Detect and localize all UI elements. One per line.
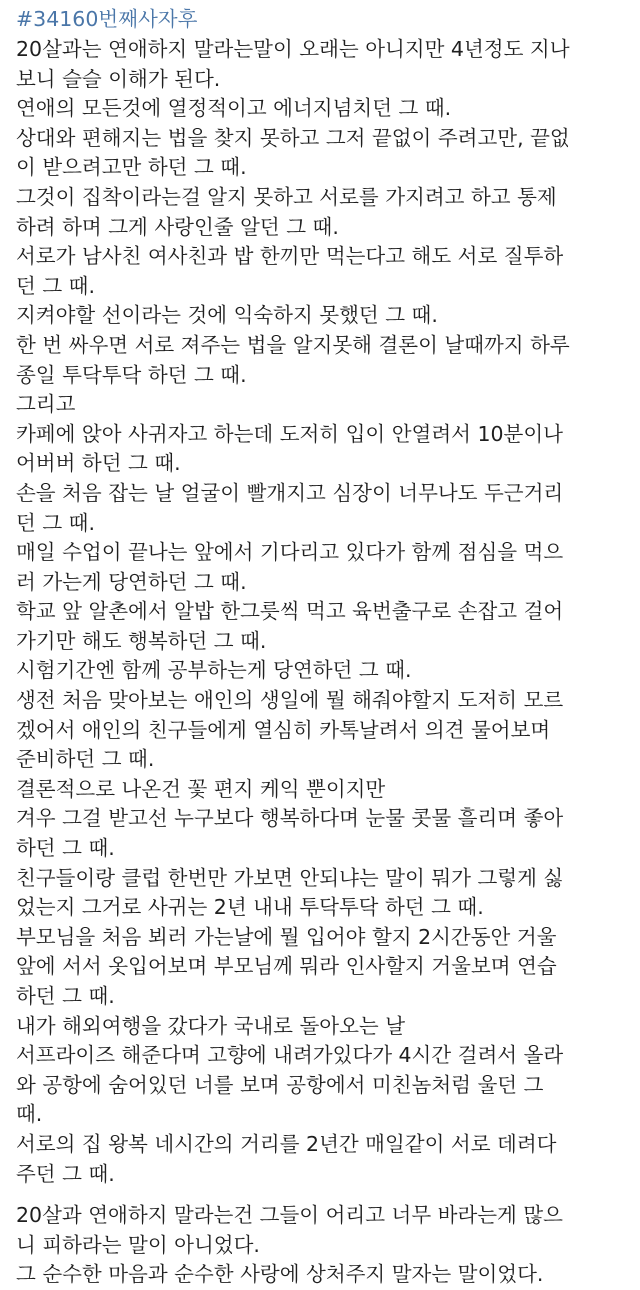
- text-line: 그리고: [16, 392, 76, 417]
- post-conclusion: [16, 1201, 632, 1290]
- text-line: 친구들이랑 클럽 한번만 가보면 안되냐는 말이 뭐가 그렇게 싫: [16, 865, 564, 890]
- text-line: 서로의 집 왕복 네시간의 거리를 2년간 매일같이 서로 데려다: [16, 1131, 557, 1156]
- text-line: 그것이 집착이라는걸 알지 못하고 서로를 가지려고 하고 통제: [16, 184, 557, 209]
- text-line: 앞에 서서 옷입어보며 부모님께 뭐라 인사할지 거울보며 연습: [16, 954, 557, 979]
- text-line: 겨우 그걸 받고선 누구보다 행복하다며 눈물 콧물 흘리며 좋아: [16, 806, 564, 831]
- text-line: 었는지 그거로 사귀는 2년 내내 투닥투닥 하던 그 때.: [16, 895, 484, 920]
- text-line: 종일 투닥투닥 하던 그 때.: [16, 362, 247, 387]
- text-line: 매일 수업이 끝나는 앞에서 기다리고 있다가 함께 점심을 먹으: [16, 540, 564, 565]
- text-line: 주던 그 때.: [16, 1161, 115, 1186]
- text-line: 그 순수한 마음과 순수한 사랑에 상처주지 말자는 말이었다.: [16, 1262, 544, 1287]
- text-line: 때.: [16, 1102, 43, 1127]
- text-line: 준비하던 그 때.: [16, 747, 155, 772]
- text-line: 한 번 싸우면 서로 져주는 법을 알지못해 결론이 날때까지 하루: [16, 332, 570, 357]
- text-line: 손을 처음 잡는 날 얼굴이 빨개지고 심장이 너무나도 두근거리: [16, 480, 564, 505]
- text-line: 보니 슬슬 이해가 된다.: [16, 66, 221, 91]
- paragraph-gap: [16, 1189, 632, 1201]
- text-line: 어버버 하던 그 때.: [16, 451, 181, 476]
- text-line: 와 공항에 숨어있던 너를 보며 공항에서 미친놈처럼 울던 그: [16, 1072, 544, 1097]
- text-line: 학교 앞 알촌에서 알밥 한그릇씩 먹고 육번출구로 손잡고 걸어: [16, 599, 564, 624]
- text-line: 서프라이즈 해준다며 고향에 내려가있다가 4시간 걸려서 올라: [16, 1043, 564, 1068]
- hashtag-link[interactable]: #34160번째사자후: [16, 7, 198, 31]
- text-line: 하려 하며 그게 사랑인줄 알던 그 때.: [16, 214, 339, 239]
- text-line: 서로가 남사친 여사친과 밥 한끼만 먹는다고 해도 서로 질투하: [16, 244, 564, 269]
- text-line: 러 가는게 당연하던 그 때.: [16, 569, 247, 594]
- text-line: 지켜야할 선이라는 것에 익숙하지 못했던 그 때.: [16, 303, 438, 328]
- text-line: 부모님을 처음 뵈러 가는날에 뭘 입어야 할지 2시간동안 거울: [16, 924, 557, 949]
- text-line: 20살과 연애하지 말라는건 그들이 어리고 너무 바라는게 많으: [16, 1203, 563, 1228]
- text-line: 이 받으려고만 하던 그 때.: [16, 155, 247, 180]
- post-content: [16, 6, 632, 1290]
- post-body: [16, 35, 632, 1189]
- text-line: 연애의 모든것에 열정적이고 에너지넘치던 그 때.: [16, 96, 452, 121]
- text-line: 결론적으로 나온건 꽃 편지 케익 뿐이지만: [16, 776, 386, 801]
- text-line: 겠어서 애인의 친구들에게 열심히 카톡날려서 의견 물어보며: [16, 717, 551, 742]
- text-line: 가기만 해도 행복하던 그 때.: [16, 628, 267, 653]
- text-line: 내가 해외여행을 갔다가 국내로 돌아오는 날: [16, 1013, 406, 1038]
- text-line: 생전 처음 맞아보는 애인의 생일에 뭘 해줘야할지 도저히 모르: [16, 688, 564, 713]
- text-line: 던 그 때.: [16, 273, 95, 298]
- text-line: 하던 그 때.: [16, 836, 115, 861]
- text-line: 시험기간엔 함께 공부하는게 당연하던 그 때.: [16, 658, 412, 683]
- text-line: 하던 그 때.: [16, 984, 115, 1008]
- text-line: 카페에 앉아 사귀자고 하는데 도저히 입이 안열려서 10분이나: [16, 421, 563, 446]
- text-line: 던 그 때.: [16, 510, 95, 535]
- text-line: 20살과는 연애하지 말라는말이 오래는 아니지만 4년정도 지나: [16, 37, 570, 61]
- text-line: 상대와 편해지는 법을 찾지 못하고 그저 끝없이 주려고만, 끝없: [16, 125, 570, 150]
- text-line: 니 피하라는 말이 아니었다.: [16, 1232, 260, 1257]
